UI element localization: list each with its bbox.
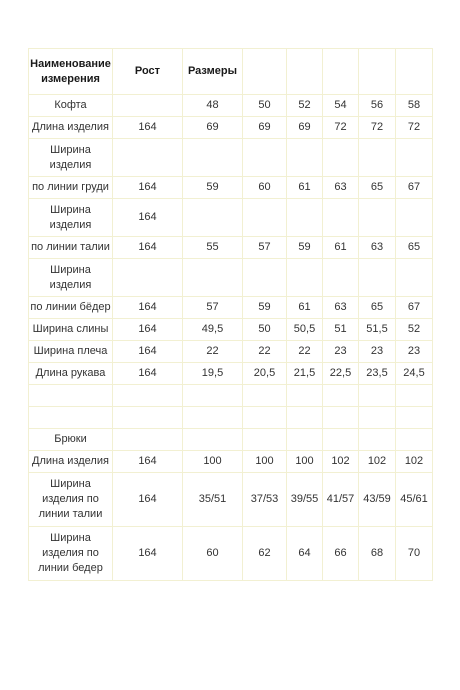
value-cell: 21,5 bbox=[287, 363, 323, 385]
measure-name-cell: Ширина слины bbox=[29, 319, 113, 341]
value-cell: 102 bbox=[323, 451, 359, 473]
table-row bbox=[29, 117, 433, 139]
measure-name-cell: Ширина изделия bbox=[29, 139, 113, 177]
value-cell bbox=[287, 429, 323, 451]
value-cell: 20,5 bbox=[243, 363, 287, 385]
value-cell bbox=[359, 259, 396, 297]
table-row bbox=[29, 177, 433, 199]
value-cell: 69 bbox=[243, 117, 287, 139]
value-cell bbox=[396, 259, 433, 297]
measure-name-cell: Длина рукава bbox=[29, 363, 113, 385]
value-cell: 43/59 bbox=[359, 473, 396, 527]
value-cell: 164 bbox=[113, 473, 183, 527]
table-row bbox=[29, 429, 433, 451]
value-cell: 22 bbox=[287, 341, 323, 363]
value-cell: 70 bbox=[396, 527, 433, 581]
value-cell: 61 bbox=[323, 237, 359, 259]
value-cell: 164 bbox=[113, 451, 183, 473]
value-cell bbox=[243, 429, 287, 451]
table-row bbox=[29, 385, 433, 407]
value-cell: 61 bbox=[287, 297, 323, 319]
measure-name-cell: по линии груди bbox=[29, 177, 113, 199]
value-cell: 52 bbox=[287, 95, 323, 117]
value-cell: 59 bbox=[287, 237, 323, 259]
value-cell: 52 bbox=[396, 319, 433, 341]
table-row bbox=[29, 319, 433, 341]
value-cell bbox=[396, 385, 433, 407]
value-cell: 19,5 bbox=[183, 363, 243, 385]
table-row bbox=[29, 341, 433, 363]
table-row bbox=[29, 363, 433, 385]
table-row bbox=[29, 237, 433, 259]
measure-name-cell: Ширина изделия по линии талии bbox=[29, 473, 113, 527]
value-cell: 64 bbox=[287, 527, 323, 581]
value-cell bbox=[323, 199, 359, 237]
value-cell bbox=[396, 407, 433, 429]
value-cell bbox=[359, 199, 396, 237]
table-row bbox=[29, 451, 433, 473]
value-cell: 22,5 bbox=[323, 363, 359, 385]
value-cell: 164 bbox=[113, 319, 183, 341]
table-row bbox=[29, 95, 433, 117]
value-cell: 57 bbox=[243, 237, 287, 259]
value-cell: 59 bbox=[243, 297, 287, 319]
value-cell bbox=[359, 429, 396, 451]
value-cell bbox=[323, 407, 359, 429]
value-cell bbox=[243, 259, 287, 297]
value-cell bbox=[396, 139, 433, 177]
value-cell: 56 bbox=[359, 95, 396, 117]
value-cell: 65 bbox=[359, 177, 396, 199]
measure-name-cell: по линии бёдер bbox=[29, 297, 113, 319]
value-cell: 62 bbox=[243, 527, 287, 581]
measure-name-cell: Ширина изделия bbox=[29, 199, 113, 237]
header-cell bbox=[323, 49, 359, 95]
measure-name-cell: Ширина изделия bbox=[29, 259, 113, 297]
value-cell: 72 bbox=[396, 117, 433, 139]
table-row bbox=[29, 473, 433, 527]
value-cell bbox=[243, 199, 287, 237]
measure-name-cell bbox=[29, 407, 113, 429]
value-cell: 65 bbox=[396, 237, 433, 259]
measure-name-cell bbox=[29, 385, 113, 407]
measure-name-cell: Длина изделия bbox=[29, 117, 113, 139]
value-cell bbox=[113, 259, 183, 297]
value-cell: 63 bbox=[323, 297, 359, 319]
value-cell: 68 bbox=[359, 527, 396, 581]
value-cell: 100 bbox=[183, 451, 243, 473]
value-cell: 24,5 bbox=[396, 363, 433, 385]
value-cell: 100 bbox=[287, 451, 323, 473]
header-row bbox=[29, 49, 433, 95]
value-cell bbox=[113, 139, 183, 177]
value-cell: 22 bbox=[183, 341, 243, 363]
value-cell: 72 bbox=[323, 117, 359, 139]
value-cell: 72 bbox=[359, 117, 396, 139]
value-cell: 60 bbox=[243, 177, 287, 199]
value-cell: 45/61 bbox=[396, 473, 433, 527]
header-cell: Наименование измерения bbox=[29, 49, 113, 95]
header-cell bbox=[287, 49, 323, 95]
value-cell: 60 bbox=[183, 527, 243, 581]
value-cell: 35/51 bbox=[183, 473, 243, 527]
value-cell: 100 bbox=[243, 451, 287, 473]
value-cell: 164 bbox=[113, 177, 183, 199]
value-cell bbox=[113, 407, 183, 429]
value-cell: 65 bbox=[359, 297, 396, 319]
value-cell: 164 bbox=[113, 363, 183, 385]
value-cell bbox=[183, 139, 243, 177]
value-cell: 23 bbox=[396, 341, 433, 363]
value-cell: 50,5 bbox=[287, 319, 323, 341]
value-cell: 50 bbox=[243, 319, 287, 341]
value-cell bbox=[183, 259, 243, 297]
value-cell: 51,5 bbox=[359, 319, 396, 341]
value-cell bbox=[323, 429, 359, 451]
value-cell: 102 bbox=[359, 451, 396, 473]
value-cell: 51 bbox=[323, 319, 359, 341]
value-cell bbox=[323, 259, 359, 297]
value-cell bbox=[183, 199, 243, 237]
value-cell bbox=[243, 139, 287, 177]
value-cell: 55 bbox=[183, 237, 243, 259]
value-cell: 69 bbox=[183, 117, 243, 139]
table-row bbox=[29, 297, 433, 319]
table-row bbox=[29, 139, 433, 177]
value-cell: 63 bbox=[323, 177, 359, 199]
value-cell bbox=[396, 199, 433, 237]
value-cell: 37/53 bbox=[243, 473, 287, 527]
header-cell: Размеры bbox=[183, 49, 243, 95]
value-cell: 67 bbox=[396, 297, 433, 319]
value-cell: 63 bbox=[359, 237, 396, 259]
measure-name-cell: Ширина плеча bbox=[29, 341, 113, 363]
size-table bbox=[28, 48, 433, 581]
value-cell: 164 bbox=[113, 341, 183, 363]
value-cell: 23 bbox=[323, 341, 359, 363]
value-cell: 164 bbox=[113, 527, 183, 581]
value-cell bbox=[323, 385, 359, 407]
value-cell: 61 bbox=[287, 177, 323, 199]
value-cell bbox=[183, 385, 243, 407]
table-row bbox=[29, 527, 433, 581]
table-row bbox=[29, 199, 433, 237]
header-cell: Рост bbox=[113, 49, 183, 95]
measure-name-cell: Брюки bbox=[29, 429, 113, 451]
value-cell bbox=[396, 429, 433, 451]
table-row bbox=[29, 259, 433, 297]
value-cell bbox=[359, 139, 396, 177]
value-cell bbox=[287, 139, 323, 177]
value-cell bbox=[359, 407, 396, 429]
value-cell bbox=[183, 407, 243, 429]
value-cell: 49,5 bbox=[183, 319, 243, 341]
header-cell bbox=[243, 49, 287, 95]
value-cell: 54 bbox=[323, 95, 359, 117]
value-cell bbox=[323, 139, 359, 177]
value-cell: 59 bbox=[183, 177, 243, 199]
value-cell bbox=[287, 407, 323, 429]
value-cell: 69 bbox=[287, 117, 323, 139]
value-cell: 22 bbox=[243, 341, 287, 363]
value-cell: 164 bbox=[113, 117, 183, 139]
value-cell: 50 bbox=[243, 95, 287, 117]
value-cell bbox=[243, 407, 287, 429]
value-cell: 67 bbox=[396, 177, 433, 199]
value-cell bbox=[287, 259, 323, 297]
header-cell bbox=[396, 49, 433, 95]
value-cell: 57 bbox=[183, 297, 243, 319]
header-cell bbox=[359, 49, 396, 95]
value-cell: 39/55 bbox=[287, 473, 323, 527]
value-cell bbox=[113, 429, 183, 451]
value-cell bbox=[243, 385, 287, 407]
value-cell bbox=[113, 385, 183, 407]
value-cell: 164 bbox=[113, 297, 183, 319]
value-cell: 58 bbox=[396, 95, 433, 117]
value-cell: 102 bbox=[396, 451, 433, 473]
value-cell: 23,5 bbox=[359, 363, 396, 385]
value-cell bbox=[113, 95, 183, 117]
value-cell bbox=[287, 385, 323, 407]
value-cell bbox=[287, 199, 323, 237]
measure-name-cell: по линии талии bbox=[29, 237, 113, 259]
value-cell bbox=[359, 385, 396, 407]
value-cell: 48 bbox=[183, 95, 243, 117]
measure-name-cell: Ширина изделия по линии бедер bbox=[29, 527, 113, 581]
table-row bbox=[29, 407, 433, 429]
value-cell bbox=[183, 429, 243, 451]
measure-name-cell: Кофта bbox=[29, 95, 113, 117]
value-cell: 41/57 bbox=[323, 473, 359, 527]
value-cell: 66 bbox=[323, 527, 359, 581]
measure-name-cell: Длина изделия bbox=[29, 451, 113, 473]
value-cell: 164 bbox=[113, 237, 183, 259]
value-cell: 23 bbox=[359, 341, 396, 363]
value-cell: 164 bbox=[113, 199, 183, 237]
